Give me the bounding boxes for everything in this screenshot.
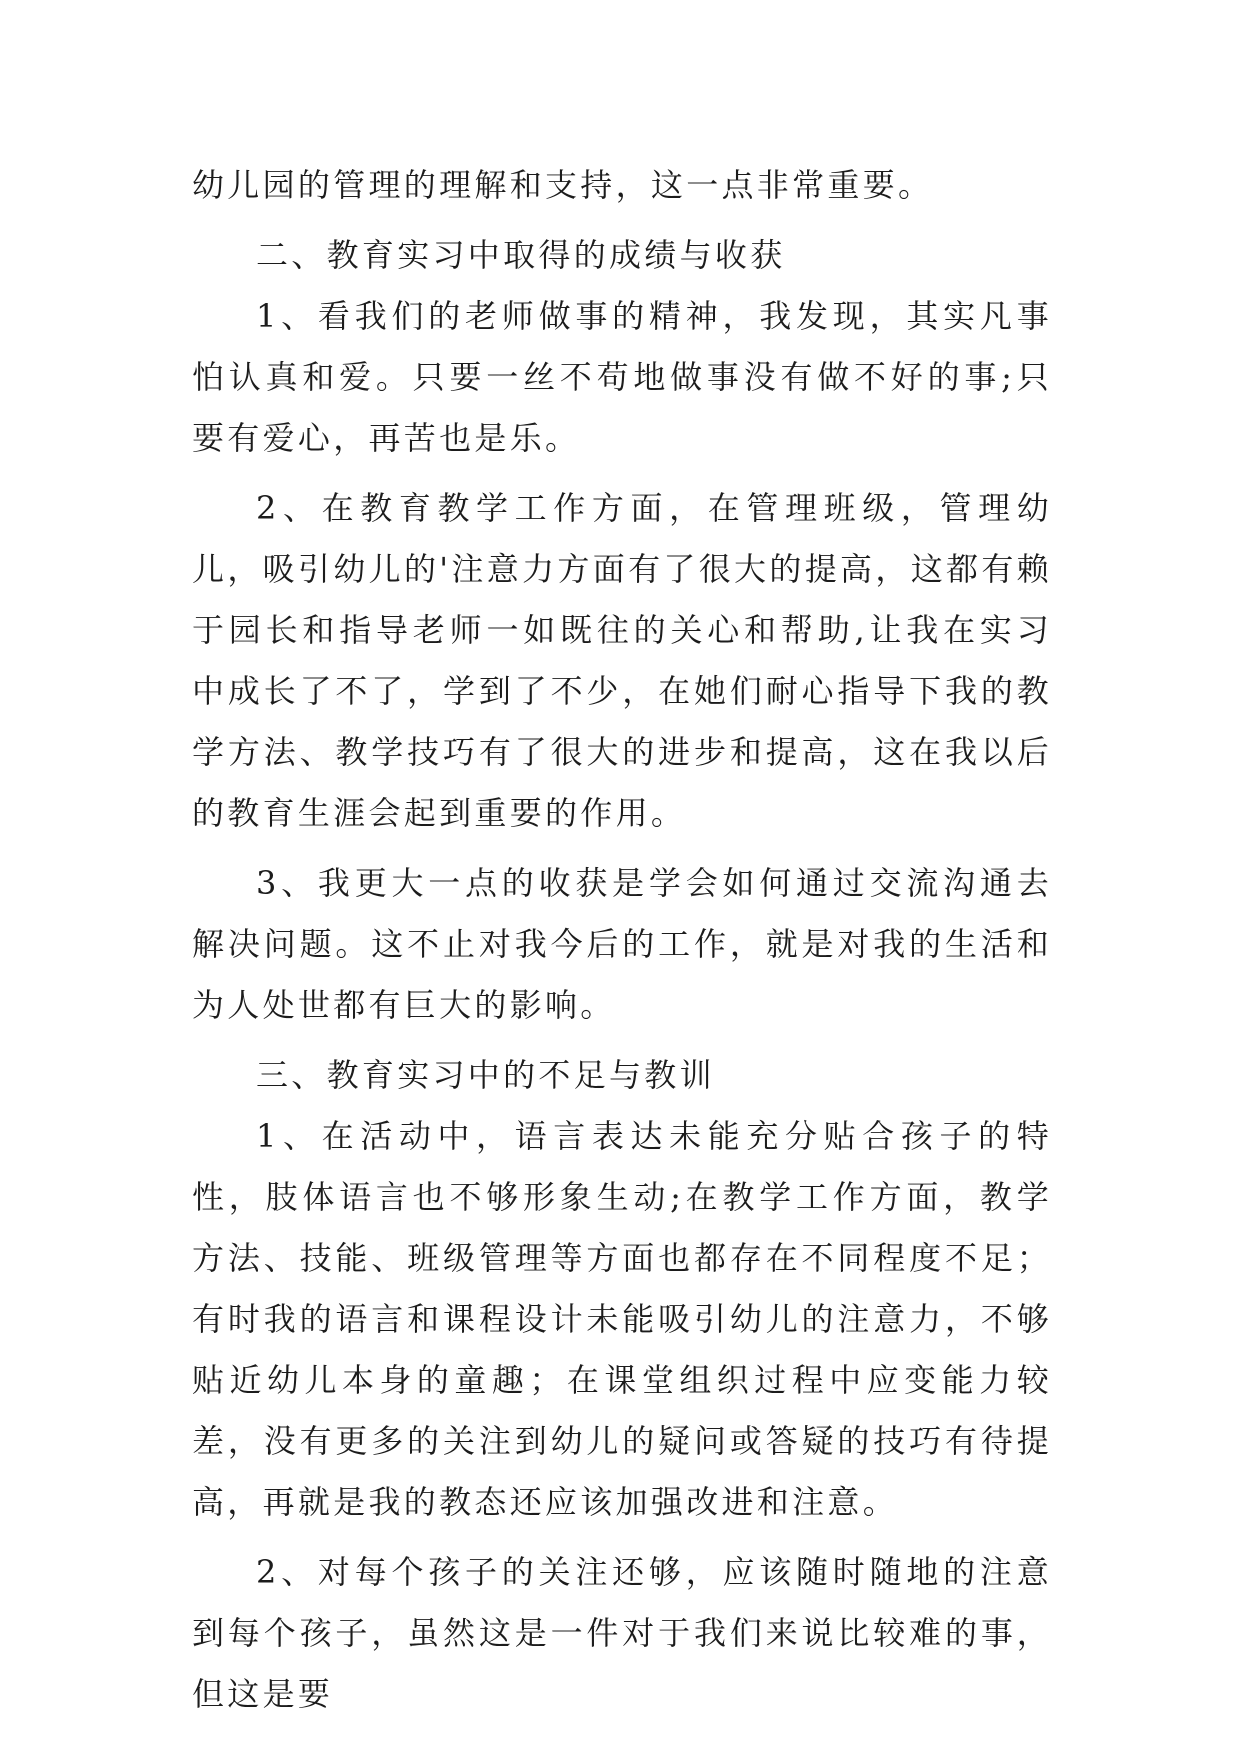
paragraph-achievement-1: 1、看我们的老师做事的精神，我发现，其实凡事怕认真和爱。只要一丝不苟地做事没有做不好的事;只要有爱心，再苦也是乐。 (192, 297, 1052, 457)
document-body (192, 155, 1052, 1725)
paragraph-shortcoming-2: 2、对每个孩子的关注还够，应该随时随地的注意到每个孩子，虽然这是一件对于我们来说比较难的事，但这是要 (192, 1553, 1052, 1713)
paragraph-achievement-3: 3、我更大一点的收获是学会如何通过交流沟通去解决问题。这不止对我今后的工作，就是对我的生活和为人处世都有巨大的影响。 (192, 864, 1052, 1024)
section-heading-shortcomings: 三、教育实习中的不足与教训 (256, 1056, 715, 1094)
paragraph-continuation: 幼儿园的管理的理解和支持，这一点非常重要。 (192, 166, 934, 204)
section-heading-achievements: 二、教育实习中取得的成绩与收获 (256, 236, 786, 274)
paragraph-shortcoming-1: 1、在活动中，语言表达未能充分贴合孩子的特性，肢体语言也不够形象生动;在教学工作方面，教学方法、技能、班级管理等方面也都存在不同程度不足；有时我的语言和课程设计未能吸引幼儿的注意力，不够贴近幼儿本身的童趣；在课堂组织过程中应变能力较差，没有更多的关注到幼儿的疑问或答疑的技巧有待提高，再就是我的教态还应该加强改进和注意。 (192, 1117, 1052, 1521)
paragraph-achievement-2: 2、在教育教学工作方面，在管理班级，管理幼儿，吸引幼儿的'注意力方面有了很大的提高，这都有赖于园长和指导老师一如既往的关心和帮助,让我在实习中成长了不了，学到了不少，在她们耐心指导下我的教学方法、教学技巧有了很大的进步和提高，这在我以后的教育生涯会起到重要的作用。 (192, 489, 1052, 832)
